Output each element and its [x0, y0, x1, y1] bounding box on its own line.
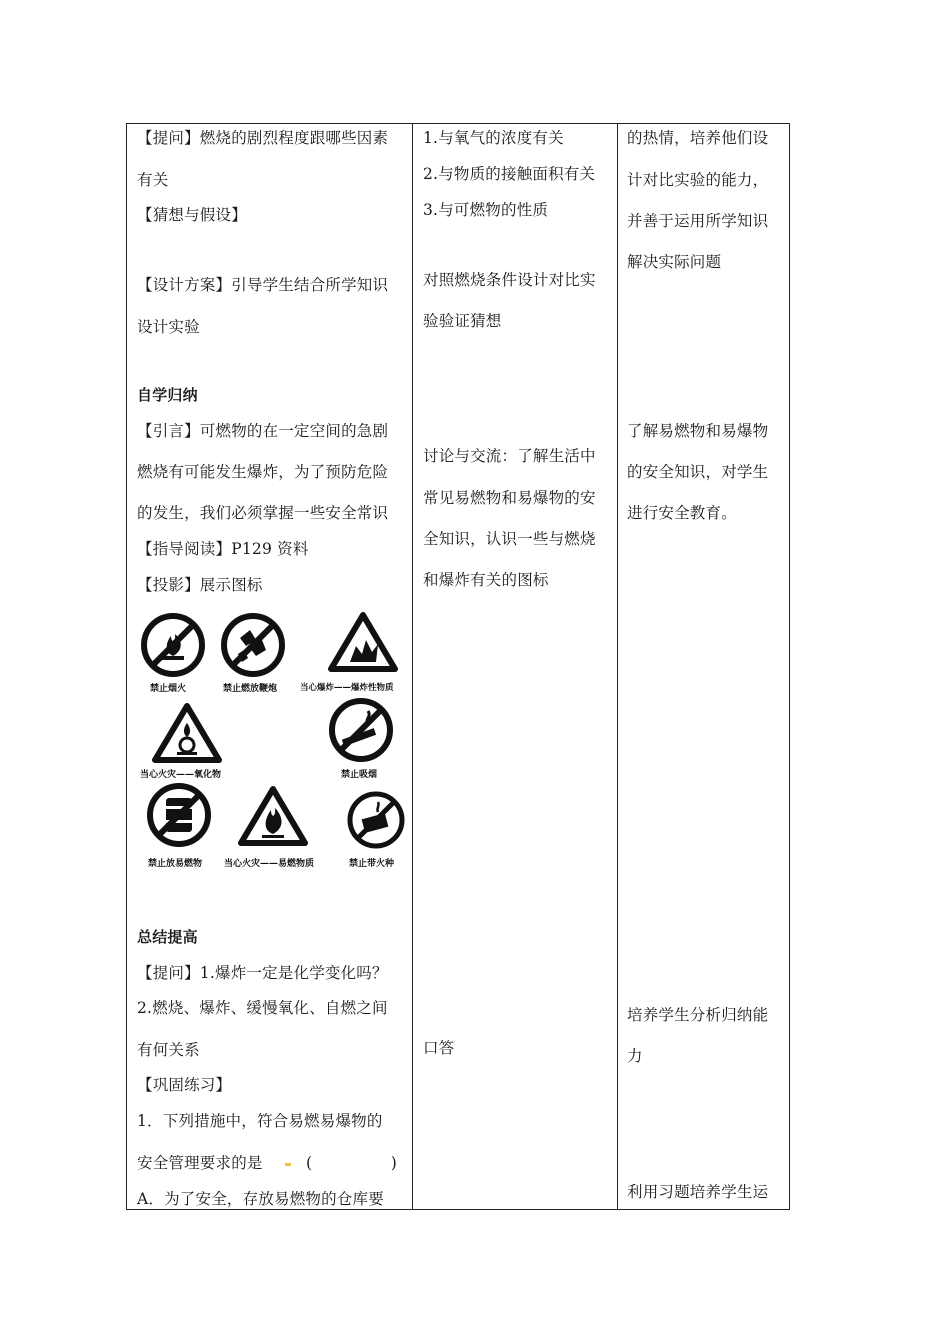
no-kindling-icon — [346, 790, 406, 850]
self-study-heading: 自学归纳 — [137, 386, 198, 404]
intro-line2: 燃烧有可能发生爆炸，为了预防危险 — [137, 463, 389, 481]
sign-no-kindling — [346, 790, 406, 854]
factor-oxygen: 1.与氧气的浓度有关 — [423, 129, 564, 147]
sign-caption-no-smoking: 禁止吸烟 — [341, 770, 378, 780]
discussion-line4: 和爆炸有关的图标 — [423, 571, 549, 589]
practice-goal-line1: 利用习题培养学生运 — [627, 1183, 769, 1201]
no-smoking-icon — [328, 697, 394, 763]
design-plan-line1: 【设计方案】引导学生结合所学知识 — [137, 276, 389, 294]
safety-goal-line3: 进行安全教育。 — [627, 504, 737, 522]
exercise1-answer-blank: ( ) — [306, 1154, 397, 1172]
guided-reading: 【指导阅读】P129 资料 — [137, 540, 309, 558]
column-divider-2 — [617, 124, 618, 1209]
sign-oxidizer — [152, 703, 222, 767]
exercise1-line1: 1．下列措施中，符合易燃易爆物的 — [137, 1112, 383, 1130]
sign-caption-no-firecrackers: 禁止燃放鞭炮 — [223, 684, 278, 694]
discussion-line2: 常见易燃物和易爆物的安 — [423, 489, 596, 507]
sign-caption-flammable: 当心火灾——易燃物质 — [224, 859, 315, 869]
hypothesis-label: 【猜想与假设】 — [137, 206, 247, 224]
safety-goal-line1: 了解易燃物和易爆物 — [627, 422, 769, 440]
projection-label: 【投影】展示图标 — [137, 576, 263, 594]
sign-explosive — [328, 612, 398, 676]
no-firecrackers-icon — [220, 612, 286, 678]
goal-line2: 计对比实验的能力， — [627, 171, 769, 189]
exercise1-line2: 安全管理要求的是 — [137, 1154, 263, 1172]
sign-no-fire — [140, 612, 206, 682]
compare-experiment-line1: 对照燃烧条件设计对比实 — [423, 271, 596, 289]
intro-line1: 【引言】可燃物的在一定空间的急剧 — [137, 422, 389, 440]
discussion-line3: 全知识，认识一些与燃烧 — [423, 530, 596, 548]
question-relation-line1: 2.燃烧、爆炸、缓慢氧化、自燃之间 — [137, 999, 388, 1017]
question-relation-line2: 有何关系 — [137, 1041, 200, 1059]
analysis-goal-line2: 力 — [627, 1047, 643, 1065]
intro-line3: 的发生，我们必须掌握一些安全常识 — [137, 504, 389, 522]
question-intensity-line2: 有关 — [137, 171, 169, 189]
oral-answer: 口答 — [423, 1039, 455, 1057]
analysis-goal-line1: 培养学生分析归纳能 — [627, 1006, 769, 1024]
factor-contact-area: 2.与物质的接触面积有关 — [423, 165, 596, 183]
explosive-warning-icon — [328, 612, 398, 672]
compare-experiment-line2: 验验证猜想 — [423, 312, 502, 330]
question-intensity-line1: 【提问】燃烧的剧烈程度跟哪些因素 — [137, 129, 389, 147]
goal-line4: 解决实际问题 — [627, 253, 722, 271]
summary-heading: 总结提高 — [137, 928, 198, 946]
safety-goal-line2: 的安全知识，对学生 — [627, 463, 769, 481]
column-divider-1 — [412, 124, 413, 1209]
sign-caption-oxidizer: 当心火灾——氧化物 — [140, 770, 222, 780]
discussion-line1: 讨论与交流：了解生活中 — [423, 447, 596, 465]
sign-no-smoking — [328, 697, 394, 767]
sign-caption-no-fire: 禁止烟火 — [150, 684, 187, 694]
practice-label: 【巩固练习】 — [137, 1076, 232, 1094]
sign-caption-no-flammables: 禁止放易燃物 — [148, 859, 203, 869]
goal-line1: 的热情，培养他们设 — [627, 129, 769, 147]
sign-flammable — [238, 786, 308, 850]
sign-no-firecrackers — [220, 612, 286, 682]
question-explosion: 【提问】1.爆炸一定是化学变化吗？ — [137, 964, 388, 982]
sign-no-flammables — [146, 782, 212, 852]
oxidizer-warning-icon — [152, 703, 222, 763]
sign-caption-explosive: 当心爆炸——爆炸性物质 — [300, 683, 394, 693]
design-plan-line2: 设计实验 — [137, 318, 200, 336]
no-flammables-icon — [146, 782, 212, 848]
exercise1-option-a: A．为了安全，存放易燃物的仓库要 — [137, 1190, 384, 1208]
flammable-warning-icon — [238, 786, 308, 846]
no-fire-icon — [140, 612, 206, 678]
sign-caption-no-kindling: 禁止带火种 — [349, 859, 395, 869]
goal-line3: 并善于运用所学知识 — [627, 212, 769, 230]
factor-property: 3.与可燃物的性质 — [423, 201, 549, 219]
highlight-mark — [285, 1163, 291, 1166]
